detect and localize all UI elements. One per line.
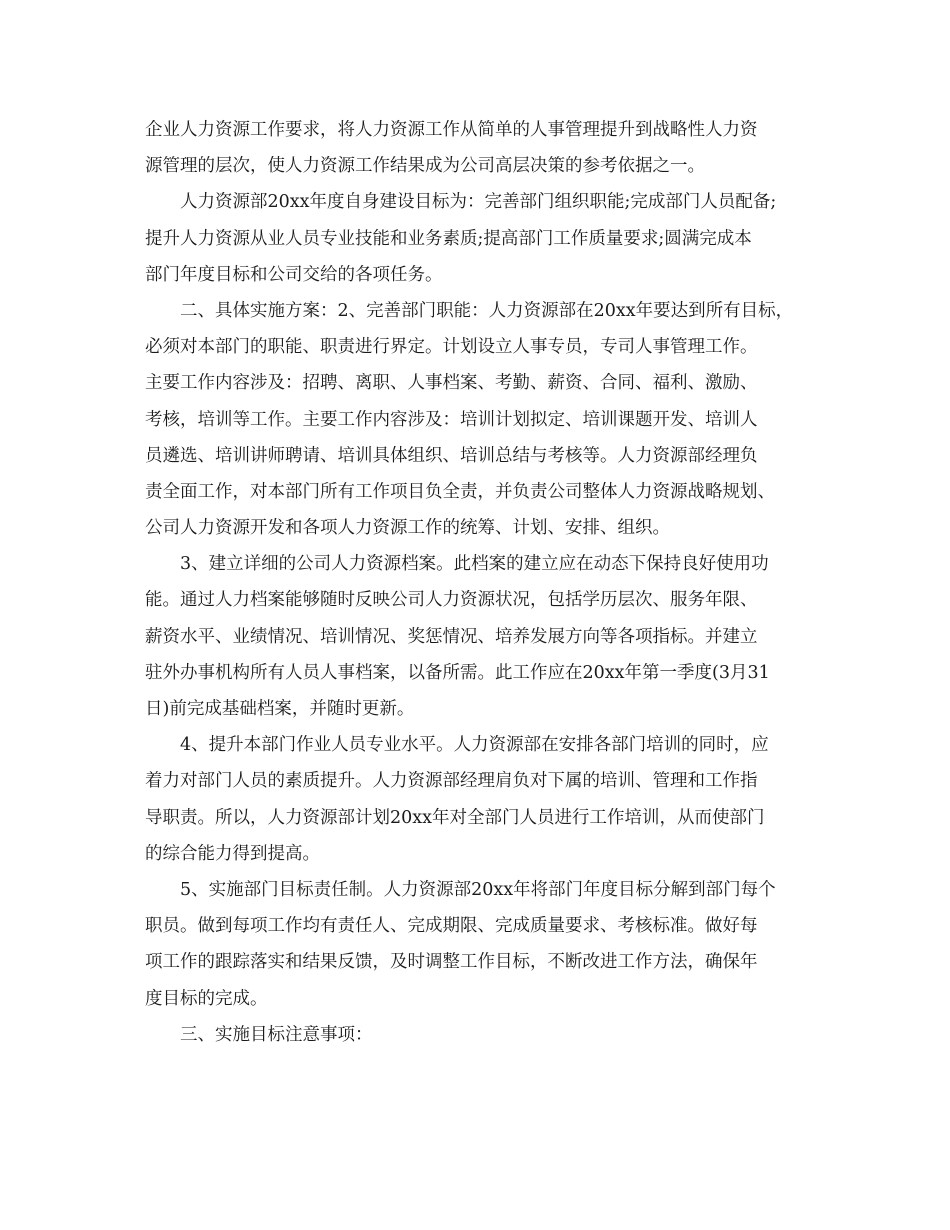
text-line: 度目标的完成。 — [145, 988, 268, 1009]
text-line: 日)前完成基础档案，并随时更新。 — [145, 699, 415, 719]
text-line: 主要工作内容涉及：招聘、离职、人事档案、考勤、薪资、合同、福利、激励、 — [145, 373, 758, 394]
paragraph-first-line: 二、具体实施方案：2、完善部门职能：人力资源部在20xx年要达到所有目标， — [180, 300, 794, 321]
text-line: 的综合能力得到提高。 — [145, 843, 320, 864]
text-line: 责全面工作，对本部门所有工作项目负全责，并负责公司整体人力资源战略规划、 — [145, 481, 775, 502]
text-line: 公司人力资源开发和各项人力资源工作的统筹、计划、安排、组织。 — [145, 518, 670, 539]
text-line: 部门年度目标和公司交给的各项任务。 — [145, 264, 443, 285]
text-line: 项工作的跟踪落实和结果反馈，及时调整工作目标，不断改进工作方法，确保年 — [145, 952, 758, 973]
text-line: 着力对部门人员的素质提升。人力资源部经理肩负对下属的培训、管理和工作指 — [145, 771, 758, 792]
text-line: 能。通过人力档案能够随时反映公司人力资源状况，包括学历层次、服务年限、 — [145, 590, 758, 611]
paragraph-first-line: 3、建立详细的公司人力资源档案。此档案的建立应在动态下保持良好使用功 — [180, 554, 769, 575]
text-line: 提升人力资源从业人员专业技能和业务素质;提高部门工作质量要求;圆满完成本 — [145, 228, 752, 249]
text-line: 源管理的层次，使人力资源工作结果成为公司高层决策的参考依据之一。 — [145, 156, 705, 177]
text-line: 职员。做到每项工作均有责任人、完成期限、完成质量要求、考核标准。做好每 — [145, 916, 758, 937]
text-line: 薪资水平、业绩情况、培训情况、奖惩情况、培养发展方向等各项指标。并建立 — [145, 626, 758, 647]
text-line: 考核，培训等工作。主要工作内容涉及：培训计划拟定、培训课题开发、培训人 — [145, 409, 758, 430]
text-line: 驻外办事机构所有人员人事档案，以备所需。此工作应在20xx年第一季度(3月31 — [145, 662, 770, 683]
paragraph-first-line: 人力资源部20xx年度自身建设目标为：完善部门组织职能;完成部门人员配备; — [180, 192, 777, 213]
text-line: 企业人力资源工作要求，将人力资源工作从简单的人事管理提升到战略性人力资 — [145, 120, 758, 140]
paragraph-first-line: 4、提升本部门作业人员专业水平。人力资源部在安排各部门培训的同时，应 — [180, 735, 769, 756]
text-line: 导职责。所以，人力资源部计划20xx年对全部门人员进行工作培训，从而使部门 — [145, 807, 765, 828]
paragraph-first-line: 5、实施部门目标责任制。人力资源部20xx年将部门年度目标分解到部门每个 — [180, 879, 776, 900]
paragraph-first-line: 三、实施目标注意事项： — [180, 1024, 373, 1045]
text-line: 必须对本部门的职能、职责进行界定。计划设立人事专员，专司人事管理工作。 — [145, 337, 758, 358]
document-body — [145, 112, 845, 1053]
text-line: 员遴选、培训讲师聘请、培训具体组织、培训总结与考核等。人力资源部经理负 — [145, 445, 758, 466]
